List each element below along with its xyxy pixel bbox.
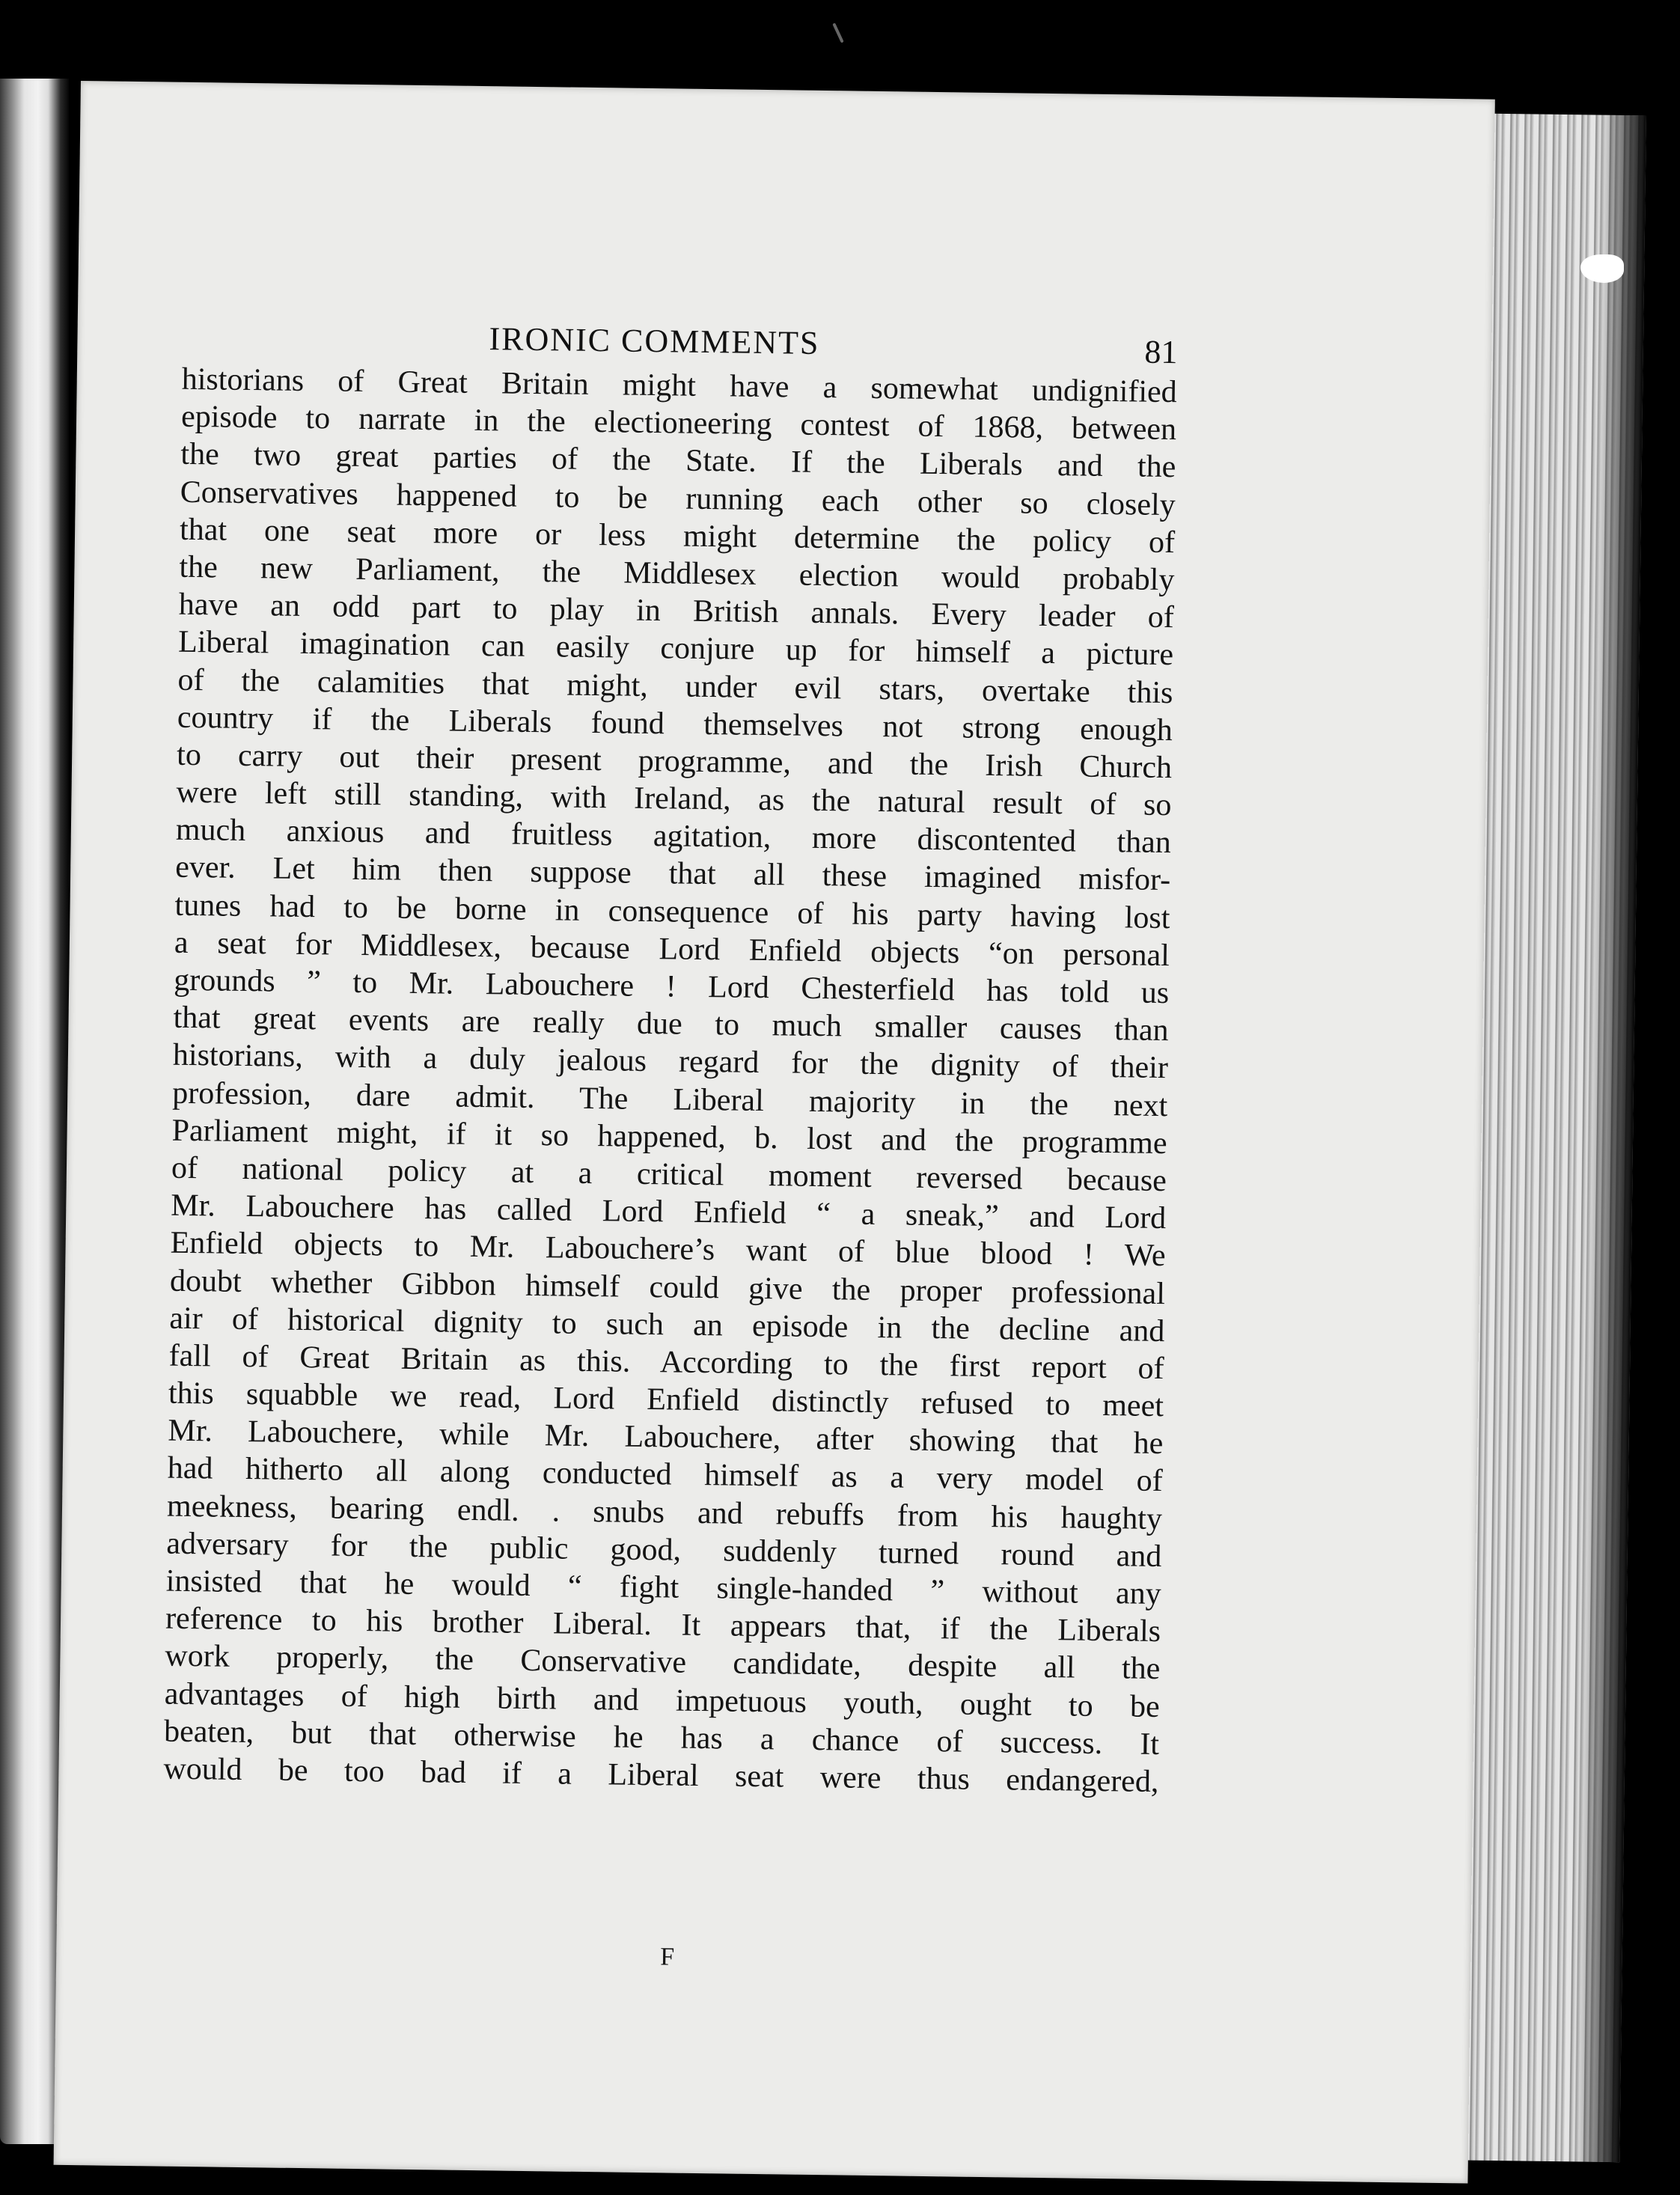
text-line: have an odd part to play in British annals. Every leader of [178, 587, 1175, 635]
text-line: much anxious and fruitless agitation, more discontented than [175, 812, 1172, 861]
text-line: episode to narrate in the electioneering contest of 1868, between [180, 399, 1177, 448]
book-page [54, 81, 1495, 2184]
text-line: were left still standing, with Ireland, as the natural result of so [176, 775, 1172, 823]
dust-speck [832, 22, 843, 43]
text-line: historians, with a duly jealous regard for the dignity of their [172, 1038, 1169, 1086]
text-line: the two great parties of the State. If the Liberals and the [180, 437, 1176, 485]
text-line: ever. Let him then suppose that all these imagined misfor- [174, 850, 1171, 898]
text-line: of the calamities that might, under evil stars, overtake this [177, 662, 1173, 710]
text-line: grounds ” to Mr. Labouchere ! Lord Chesterfield has told us [173, 962, 1170, 1011]
text-line: air of historical dignity to such an episode in the decline and [169, 1301, 1165, 1349]
text-line: country if the Liberals found themselves not strong enough [177, 700, 1173, 748]
text-line: fall of Great Britain as this. According to the first report of [168, 1338, 1164, 1386]
text-line: beaten, but that otherwise he has a chance of success. It [163, 1714, 1160, 1762]
text-line: insisted that he would “ fight single-handed ” without any [165, 1563, 1161, 1612]
text-line: reference to his brother Liberal. It appears that, if the Liberals [165, 1601, 1161, 1649]
text-line: tunes had to be borne in consequence of his party having lost [174, 888, 1170, 935]
text-line: Mr. Labouchere has called Lord Enfield “ a sneak,” and Lord [171, 1188, 1167, 1236]
text-line: that one seat more or less might determine the policy of [179, 512, 1176, 560]
text-line: would be too bad if a Liberal seat were thus endangered, [163, 1751, 1159, 1799]
text-line: doubt whether Gibbon himself could give the proper professional [169, 1263, 1166, 1311]
text-line: Mr. Labouchere, while Mr. Labouchere, after showing that he [168, 1413, 1164, 1462]
text-line: Liberal imagination can easily conjure up for himself a picture [177, 625, 1174, 673]
page-number: 81 [1144, 333, 1178, 371]
signature-mark: F [660, 1943, 675, 1971]
text-line: a seat for Middlesex, because Lord Enfield objects “on personal [174, 925, 1170, 973]
text-line: meekness, bearing endl. . snubs and rebuffs from his haughty [166, 1489, 1163, 1536]
text-line: had hitherto all along conducted himself as a very model of [167, 1451, 1163, 1499]
body-text [163, 361, 1177, 1801]
text-line: that great events are really due to much smaller causes than [173, 1000, 1169, 1048]
text-line: adversary for the public good, suddenly turned round and [166, 1526, 1162, 1574]
text-line: the new Parliament, the Middlesex election would probably [179, 549, 1175, 598]
text-line: advantages of high birth and impetuous youth, ought to be [164, 1676, 1160, 1724]
text-line: this squabble we read, Lord Enfield distinctly refused to meet [168, 1376, 1164, 1424]
text-line: Conservatives happened to be running each other so closely [180, 474, 1176, 522]
text-line: Parliament might, if it so happened, b. lost and the programme [171, 1113, 1167, 1161]
text-line: work properly, the Conservative candidate, despite all the [165, 1639, 1161, 1687]
text-line: profession, dare admit. The Liberal majority in the next [172, 1075, 1168, 1123]
running-head: IRONIC COMMENTS [489, 320, 820, 361]
text-line: historians of Great Britain might have a somewhat undignified [181, 361, 1177, 410]
text-line: Enfield objects to Mr. Labouchere’s want of blue blood ! We [170, 1226, 1166, 1274]
text-line: of national policy at a critical moment reversed because [171, 1150, 1167, 1199]
text-line: to carry out their present programme, and the Irish Church [176, 737, 1173, 786]
